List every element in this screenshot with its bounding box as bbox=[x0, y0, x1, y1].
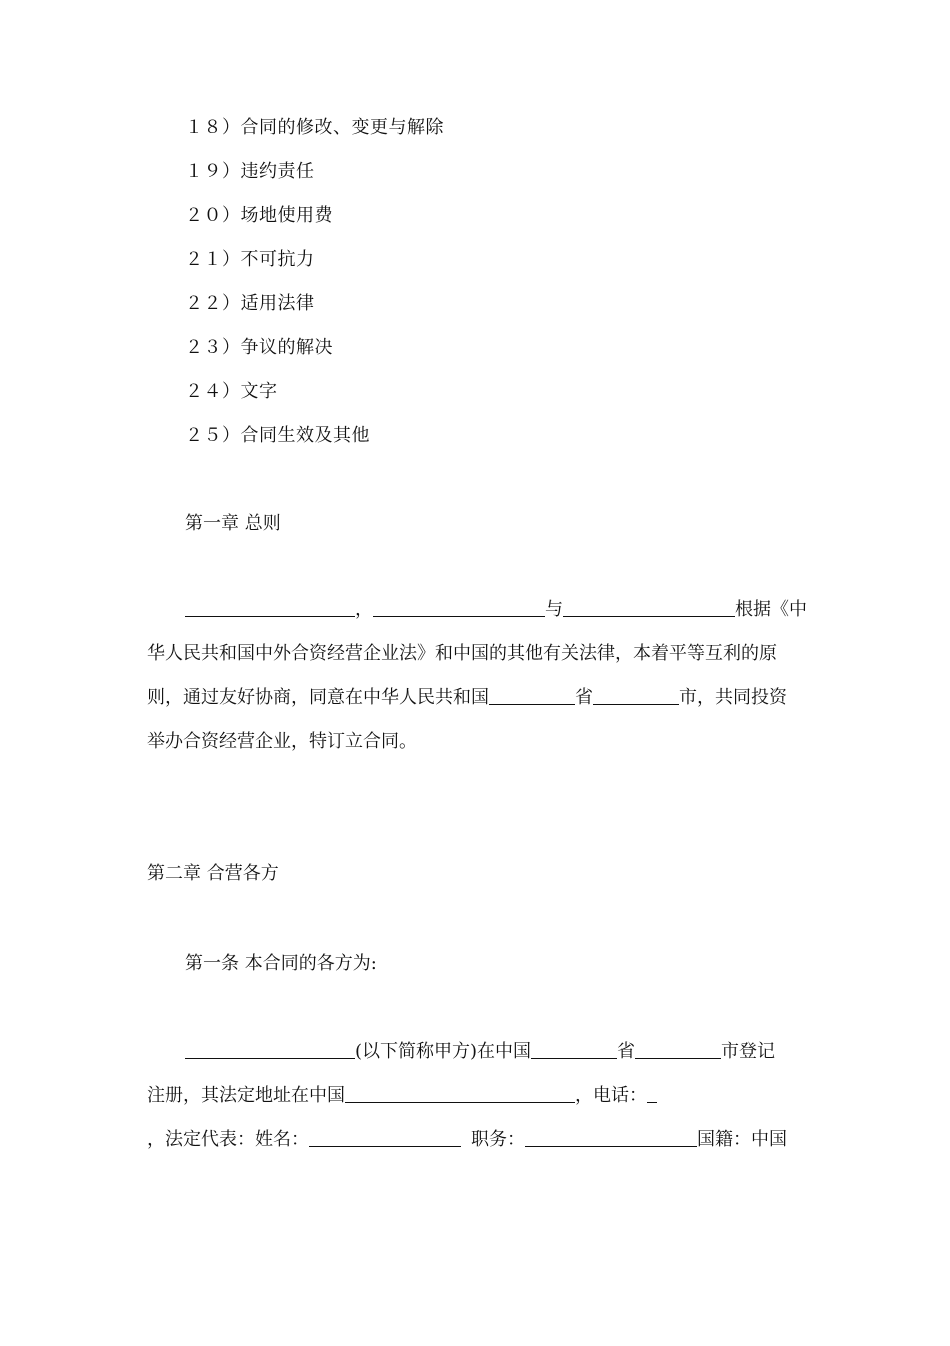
chapter-1-para-line-4: 举办合资经营企业，特订立合同。 bbox=[147, 731, 417, 752]
representative-position-blank[interactable] bbox=[525, 1128, 697, 1147]
chapter-1-para-line-2: 华人民共和国中外合资经营企业法》和中国的其他有关法律，本着平等互利的原 bbox=[147, 643, 777, 664]
toc-item: ２０）场地使用费 bbox=[185, 205, 333, 226]
toc-item: １８）合同的修改、变更与解除 bbox=[185, 117, 444, 138]
para-text: 根据《中 bbox=[735, 599, 807, 620]
para-text: 则，通过友好协商，同意在中华人民共和国 bbox=[147, 687, 489, 708]
article-1-heading: 第一条 本合同的各方为: bbox=[185, 953, 377, 974]
representative-name-blank[interactable] bbox=[309, 1128, 461, 1147]
party-a-name-blank[interactable] bbox=[185, 1040, 355, 1059]
province-blank[interactable] bbox=[489, 686, 575, 705]
para-text: 注册，其法定地址在中国 bbox=[147, 1085, 345, 1106]
chapter-1-para-line-1 bbox=[185, 598, 807, 622]
para-text: 市，共同投资 bbox=[679, 687, 787, 708]
chapter-1-para-line-3 bbox=[147, 686, 787, 710]
toc-item: ２１）不可抗力 bbox=[185, 249, 315, 270]
party-a-city-blank[interactable] bbox=[635, 1040, 721, 1059]
party-b-blank[interactable] bbox=[373, 598, 545, 617]
phone-label: ，电话： bbox=[575, 1085, 647, 1106]
party-c-blank[interactable] bbox=[563, 598, 735, 617]
nationality-text: 国籍：中国 bbox=[697, 1129, 787, 1150]
party-a-line-2 bbox=[147, 1084, 657, 1108]
chapter-2-heading: 第二章 合营各方 bbox=[147, 863, 279, 884]
para-text: (以下简称甲方)在中国 bbox=[355, 1041, 532, 1062]
conjunction-and: 与 bbox=[545, 599, 563, 620]
party-a-blank[interactable] bbox=[185, 598, 355, 617]
party-a-line-3 bbox=[147, 1128, 787, 1152]
party-a-line-1 bbox=[185, 1040, 775, 1064]
toc-item: ２３）争议的解决 bbox=[185, 337, 333, 358]
city-blank[interactable] bbox=[593, 686, 679, 705]
separator-comma: ， bbox=[355, 599, 373, 620]
toc-item: ２５）合同生效及其他 bbox=[185, 425, 370, 446]
toc-item: ２２）适用法律 bbox=[185, 293, 315, 314]
para-text: 市登记 bbox=[721, 1041, 776, 1062]
party-a-address-blank[interactable] bbox=[345, 1084, 575, 1103]
toc-item: ２４）文字 bbox=[185, 381, 278, 402]
province-label: 省 bbox=[575, 687, 593, 708]
party-a-phone-blank[interactable] bbox=[647, 1084, 657, 1103]
position-label: 职务： bbox=[471, 1129, 525, 1150]
party-a-province-blank[interactable] bbox=[531, 1040, 617, 1059]
chapter-1-heading: 第一章 总则 bbox=[185, 513, 281, 534]
province-label: 省 bbox=[617, 1041, 636, 1062]
toc-item: １９）违约责任 bbox=[185, 161, 315, 182]
para-text: ，法定代表：姓名： bbox=[147, 1129, 309, 1150]
